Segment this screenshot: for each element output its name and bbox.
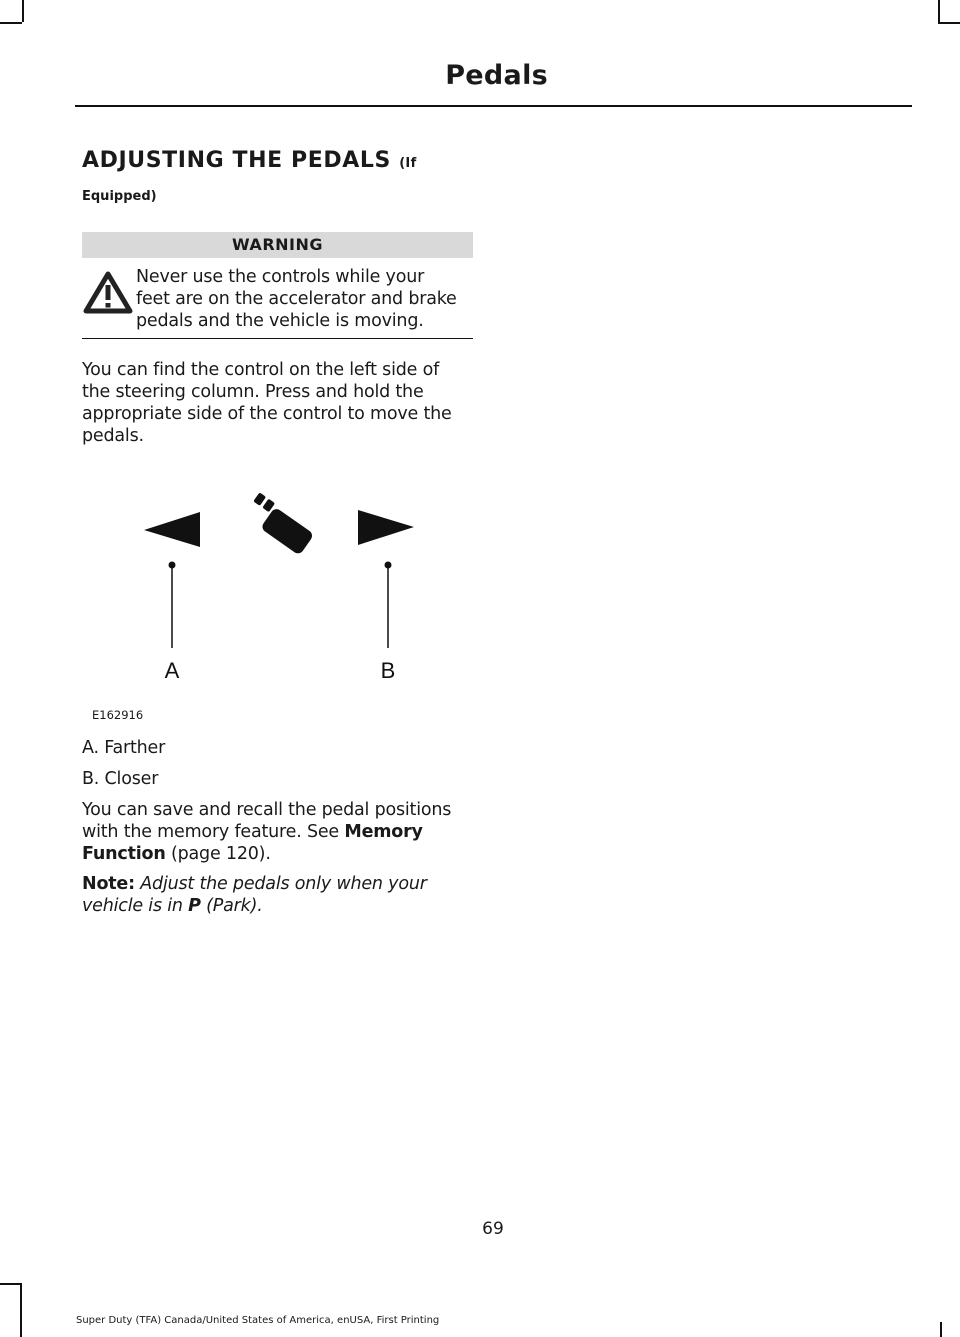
warning-text	[136, 266, 474, 332]
callout-a-label: A	[164, 658, 180, 683]
memory-line	[82, 843, 477, 865]
note-line	[82, 895, 477, 917]
intro-paragraph	[82, 359, 477, 447]
header-rule	[75, 105, 912, 107]
crop-mark	[20, 1283, 22, 1337]
intro-line: pedals.	[82, 426, 144, 446]
memory-function-link[interactable]: Memory	[344, 822, 423, 842]
section-title	[82, 148, 417, 173]
page-header-title: Pedals	[445, 60, 548, 91]
figure-id: E162916	[92, 708, 144, 722]
pedal-control-diagram	[82, 480, 477, 725]
crop-mark	[0, 22, 22, 24]
section-subtitle: Equipped)	[82, 189, 157, 204]
memory-paragraph	[82, 799, 477, 865]
legend-a: A. Farther	[82, 738, 166, 758]
note-paragraph	[82, 873, 477, 917]
park-letter: P	[188, 896, 201, 916]
callout-b-label: B	[380, 658, 396, 683]
crop-mark	[0, 1283, 20, 1285]
warning-line: pedals and the vehicle is moving.	[136, 311, 424, 331]
page-number: 69	[482, 1219, 504, 1239]
note-line	[82, 873, 477, 895]
footer-text: Super Duty (TFA) Canada/United States of America, enUSA, First Printing	[76, 1315, 440, 1326]
memory-line: You can save and recall the pedal positions	[82, 800, 452, 820]
legend-b: B. Closer	[82, 769, 159, 789]
note-label: Note:	[82, 874, 135, 894]
note-text: vehicle is in	[82, 896, 189, 916]
warning-box	[82, 232, 473, 339]
page-ref: (page 120).	[165, 844, 271, 864]
note-text: Adjust the pedals only when your	[134, 874, 427, 894]
memory-text: with the memory feature. See	[82, 822, 345, 842]
section-title-suffix: (If	[399, 156, 417, 171]
warning-body	[82, 258, 473, 339]
pedal-icon	[243, 492, 316, 555]
crop-mark	[22, 0, 24, 22]
warning-triangle-icon	[83, 271, 133, 315]
crop-mark	[940, 1322, 942, 1337]
intro-line: appropriate side of the control to move the	[82, 404, 452, 424]
warning-line: Never use the controls while your	[136, 267, 425, 287]
memory-function-link[interactable]: Function	[82, 844, 166, 864]
warning-line: feet are on the accelerator and brake	[136, 289, 457, 309]
arrow-left-icon	[144, 512, 200, 547]
crop-mark	[938, 22, 960, 24]
warning-heading: WARNING	[82, 232, 473, 258]
crop-mark	[938, 0, 940, 22]
arrow-right-icon	[358, 510, 414, 545]
note-text: (Park).	[200, 896, 263, 916]
memory-line	[82, 821, 477, 843]
section-title-text: ADJUSTING THE PEDALS	[82, 148, 391, 173]
intro-line: You can find the control on the left side of	[82, 360, 440, 380]
intro-line: the steering column. Press and hold the	[82, 382, 424, 402]
